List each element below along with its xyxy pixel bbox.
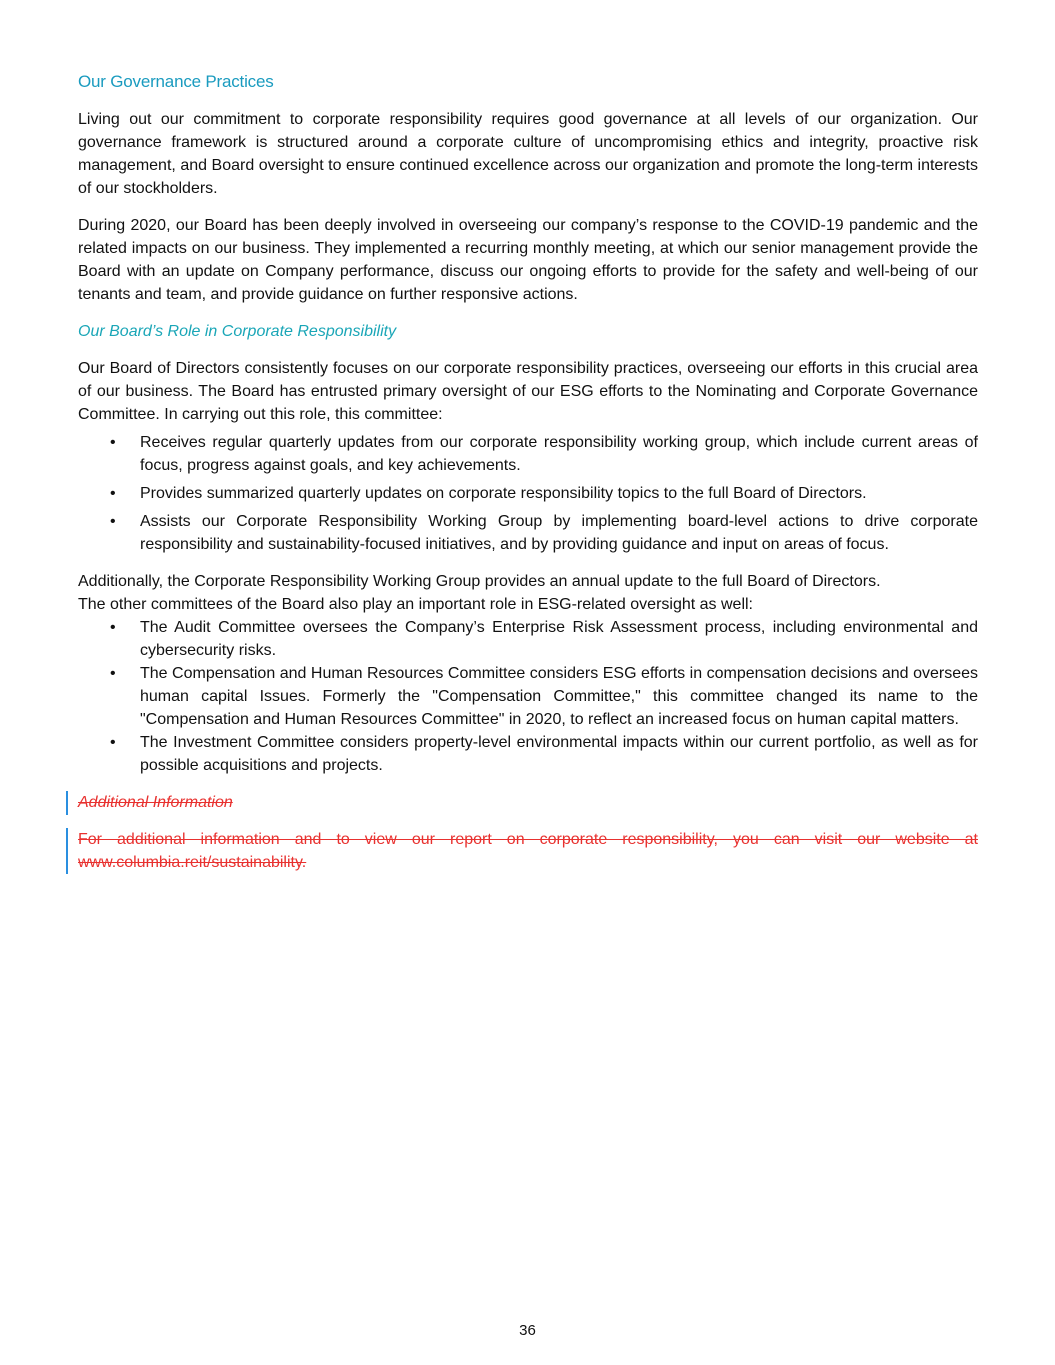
subheading-board-role: Our Board’s Role in Corporate Responsibility — [78, 323, 397, 340]
list-item-text: Provides summarized quarterly updates on corporate responsibility topics to the full Board of Directors. — [140, 485, 867, 502]
bullet-marker: • — [110, 619, 116, 636]
additional-update-text — [78, 570, 978, 616]
bullet-marker: • — [110, 665, 116, 682]
list-item-text: Receives regular quarterly updates from our corporate responsibility working group, which include current areas of focus, progress against goals, and key achievements. — [140, 434, 978, 474]
change-bar — [66, 791, 68, 815]
page-number: 36 — [519, 1322, 536, 1339]
page-content — [78, 72, 978, 874]
list-item — [78, 616, 978, 662]
governance-paragraph-1: Living out our commitment to corporate responsibility requires good governance at all levels of our organization. Our governance framework is structured around a corporate culture of uncompromising ethics and integrity, proactive risk management, and Board oversight to ensure continued excellence across our organization and promote the long-term interests of our stockholders. — [78, 111, 978, 197]
section-title-governance: Our Governance Practices — [78, 72, 274, 91]
list-item — [78, 482, 978, 505]
change-bar — [66, 828, 68, 874]
board-role-intro: Our Board of Directors consistently focuses on our corporate responsibility practices, overseeing our efforts in this crucial area of our business. The Board has entrusted primary oversight of our ESG efforts to the Nominating and Corporate Governance Committee. In carrying out this role, this committee: — [78, 360, 978, 423]
additional-info-text-block — [78, 828, 978, 874]
list-item-text: The Investment Committee considers property-level environmental impacts within our current portfolio, as well as for possible acquisitions and projects. — [140, 734, 978, 774]
bullet-marker: • — [110, 434, 116, 451]
additional-info-text: For additional information and to view our report on corporate responsibility, you can visit our website at www.columbia.reit/sustainability. — [78, 831, 978, 871]
list-item — [78, 662, 978, 731]
list-item-text: Assists our Corporate Responsibility Working Group by implementing board-level actions to drive corporate responsibility and sustainability-focused initiatives, and by providing guidance and input on areas of focus. — [140, 513, 978, 553]
list-item-text: The Compensation and Human Resources Committee considers ESG efforts in compensation decisions and oversees human capital Issues. Formerly the "Compensation Committee," this committee changed its name to the "Compensation and Human Resources Committee" in 2020, to reflect an increased focus on human capital matters. — [140, 665, 978, 728]
list-item-text: The Audit Committee oversees the Company’s Enterprise Risk Assessment process, including environmental and cybersecurity risks. — [140, 619, 978, 659]
governance-paragraph-2: During 2020, our Board has been deeply involved in overseeing our company’s response to the COVID-19 pandemic and the related impacts on our business. They implemented a recurring monthly meeting, at which our senior management provide the Board with an update on Company performance, discuss our ongoing efforts to provide for the safety and well-being of our tenants and team, and provide guidance on further responsive actions. — [78, 217, 978, 303]
list-item — [78, 431, 978, 477]
bullet-marker: • — [110, 485, 116, 502]
bullet-marker: • — [110, 734, 116, 751]
committee-duties-list — [78, 431, 978, 556]
additional-info-heading: Additional Information — [78, 794, 233, 811]
list-item — [78, 731, 978, 777]
list-item — [78, 510, 978, 556]
other-committees-list — [78, 616, 978, 777]
additional-info-heading-block — [78, 791, 978, 814]
bullet-marker: • — [110, 513, 116, 530]
additional-update-line-1: Additionally, the Corporate Responsibility Working Group provides an annual update to the full Board of Directors. — [78, 573, 881, 590]
additional-update-line-2: The other committees of the Board also play an important role in ESG-related oversight as well: — [78, 596, 753, 613]
